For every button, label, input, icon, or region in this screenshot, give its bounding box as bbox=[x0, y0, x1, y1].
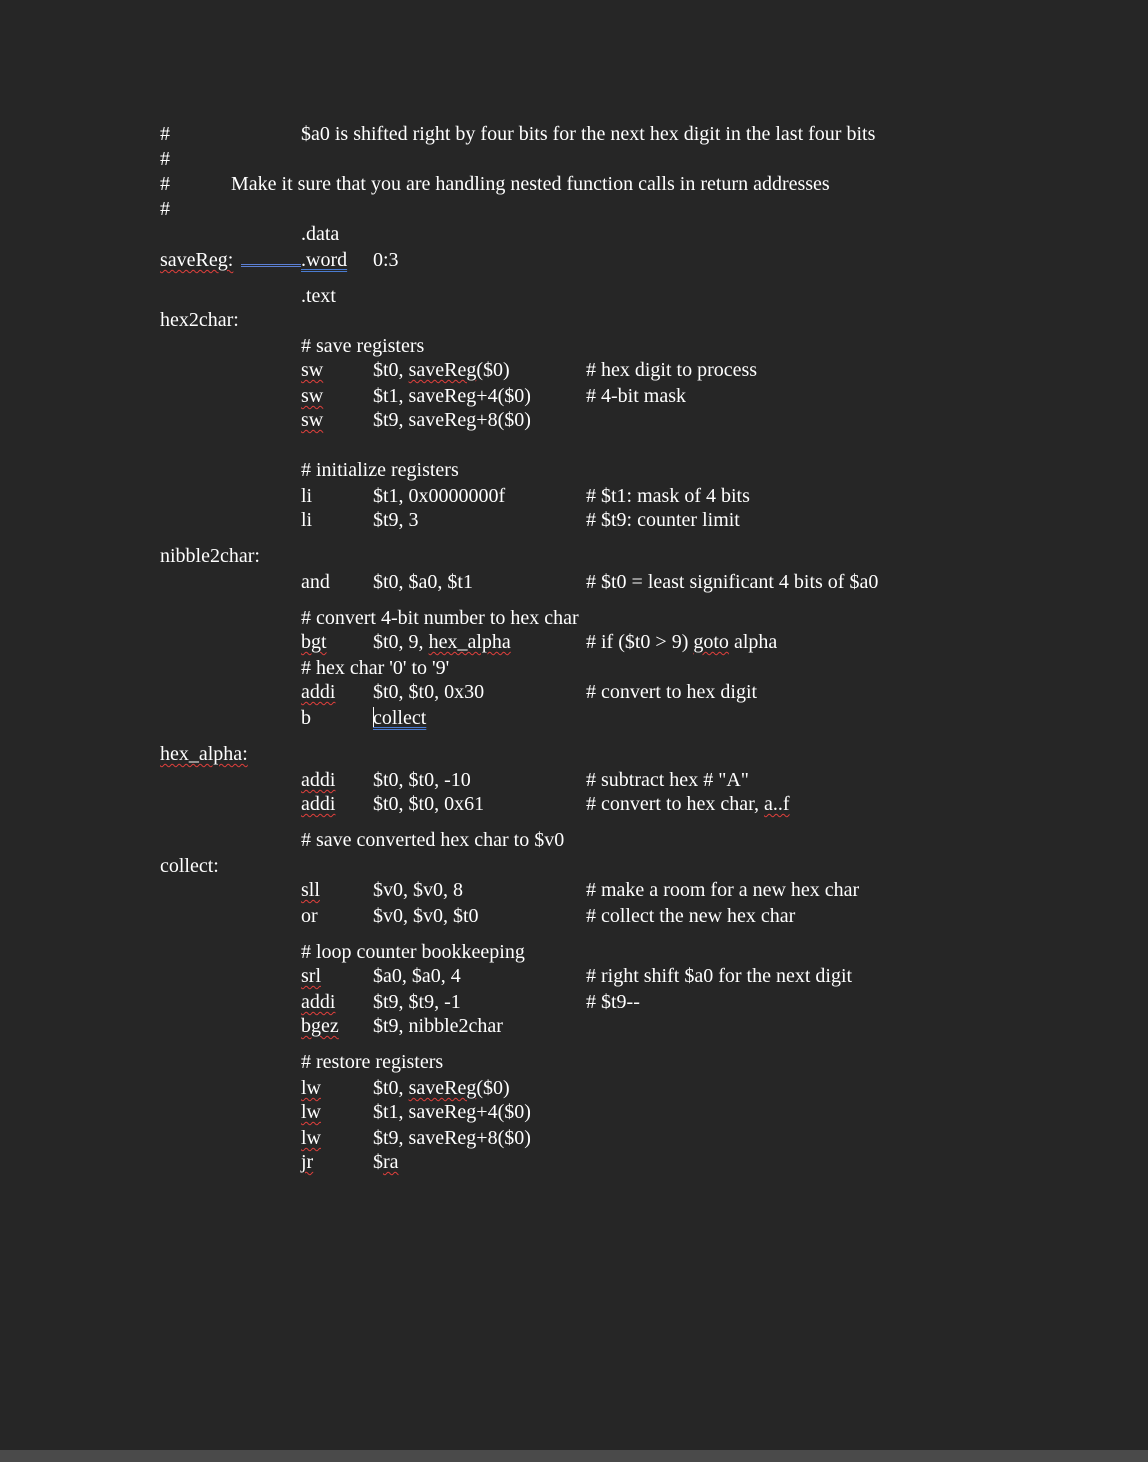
word-value: 0:3 bbox=[373, 249, 399, 271]
hash-mark: # bbox=[160, 173, 170, 195]
instruction-comment: # $t9-- bbox=[586, 991, 640, 1013]
hex-alpha-ref: hex_alpha bbox=[428, 631, 511, 653]
window-bottom-edge bbox=[0, 1450, 1148, 1462]
instruction-op: bgt bbox=[301, 631, 327, 653]
instruction-args: $t9, $t9, -1 bbox=[373, 991, 461, 1013]
instruction-op: or bbox=[301, 905, 318, 927]
instruction-args: $t1, saveReg+4($0) bbox=[373, 1101, 531, 1123]
instruction-comment: # convert to hex digit bbox=[586, 681, 758, 703]
loop-counter-comment: # loop counter bookkeeping bbox=[301, 941, 525, 963]
instruction-op: lw bbox=[301, 1127, 321, 1149]
instruction-comment: # $t9: counter limit bbox=[586, 509, 740, 531]
instruction-comment: # collect the new hex char bbox=[586, 905, 796, 927]
instruction-op: lw bbox=[301, 1077, 321, 1099]
instruction-op: addi bbox=[301, 681, 336, 703]
instruction-comment: # $t1: mask of 4 bits bbox=[586, 485, 750, 507]
instruction-comment: # 4-bit mask bbox=[586, 385, 686, 407]
tab-leader-line bbox=[241, 264, 301, 267]
a-f-range: a..f bbox=[764, 793, 790, 815]
instruction-op: sw bbox=[301, 359, 324, 381]
save-converted-comment: # save converted hex char to $v0 bbox=[301, 829, 565, 851]
header-line-3: Make it sure that you are handling nested function calls in return addresses bbox=[231, 173, 830, 195]
instruction-args: $t0, $t0, 0x30 bbox=[373, 681, 485, 703]
instruction-args: $t0, saveReg($0) bbox=[373, 1077, 510, 1099]
instruction-args: $t1, saveReg+4($0) bbox=[373, 385, 531, 407]
instruction-comment: # right shift $a0 for the next digit bbox=[586, 965, 853, 987]
instruction-args: $t0, $t0, -10 bbox=[373, 769, 471, 791]
collect-label: collect: bbox=[160, 855, 219, 877]
instruction-op: bgez bbox=[301, 1015, 339, 1037]
data-directive: .data bbox=[301, 223, 340, 245]
instruction-args: $t9, saveReg+8($0) bbox=[373, 409, 531, 431]
instruction-op: addi bbox=[301, 793, 336, 815]
instruction-comment: # if ($t0 > 9) goto alpha bbox=[586, 631, 778, 653]
instruction-op: sll bbox=[301, 879, 320, 901]
instruction-op: li bbox=[301, 485, 313, 507]
instruction-args[interactable]: collect bbox=[373, 707, 427, 729]
instruction-args: $t0, $a0, $t1 bbox=[373, 571, 473, 593]
instruction-op: sw bbox=[301, 385, 324, 407]
instruction-comment: # convert to hex char, a..f bbox=[586, 793, 790, 815]
instruction-op: addi bbox=[301, 991, 336, 1013]
instruction-args: $v0, $v0, 8 bbox=[373, 879, 463, 901]
instruction-op: li bbox=[301, 509, 313, 531]
convert-comment: # convert 4-bit number to hex char bbox=[301, 607, 579, 629]
instruction-comment: # $t0 = least significant 4 bits of $a0 bbox=[586, 571, 879, 593]
hex-alpha-label: hex_alpha: bbox=[160, 743, 248, 765]
hex-char-comment: # hex char '0' to '9' bbox=[301, 657, 450, 679]
instruction-args: $ra bbox=[373, 1151, 399, 1173]
instruction-args: $t0, $t0, 0x61 bbox=[373, 793, 485, 815]
instruction-args: $t0, 9, hex_alpha bbox=[373, 631, 511, 653]
nibble2char-label: nibble2char: bbox=[160, 545, 260, 567]
instruction-args: $t1, 0x0000000f bbox=[373, 485, 506, 507]
savereg-ref: saveReg bbox=[408, 1077, 477, 1099]
instruction-args: $v0, $v0, $t0 bbox=[373, 905, 479, 927]
initialize-registers-comment: # initialize registers bbox=[301, 459, 459, 481]
instruction-op: srl bbox=[301, 965, 321, 987]
ra-register: ra bbox=[383, 1151, 399, 1173]
hash-mark: # bbox=[160, 123, 170, 145]
hash-mark: # bbox=[160, 198, 170, 220]
instruction-args: $t9, 3 bbox=[373, 509, 419, 531]
instruction-op: sw bbox=[301, 409, 324, 431]
savereg-ref: saveReg bbox=[408, 359, 477, 381]
instruction-op: and bbox=[301, 571, 330, 593]
instruction-args: $t9, nibble2char bbox=[373, 1015, 503, 1037]
savereg-label: saveReg: bbox=[160, 249, 234, 271]
instruction-op: addi bbox=[301, 769, 336, 791]
hash-mark: # bbox=[160, 148, 170, 170]
instruction-op: lw bbox=[301, 1101, 321, 1123]
hex2char-label: hex2char: bbox=[160, 309, 239, 331]
header-line-1: $a0 is shifted right by four bits for the next hex digit in the last four bits bbox=[301, 123, 876, 145]
instruction-args: $a0, $a0, 4 bbox=[373, 965, 461, 987]
instruction-op: b bbox=[301, 707, 311, 729]
instruction-args: $t0, saveReg($0) bbox=[373, 359, 510, 381]
goto-word: goto bbox=[693, 631, 729, 653]
instruction-comment: # subtract hex # "A" bbox=[586, 769, 749, 791]
instruction-args: $t9, saveReg+8($0) bbox=[373, 1127, 531, 1149]
instruction-op: jr bbox=[301, 1151, 314, 1173]
word-directive: .word bbox=[301, 249, 348, 271]
text-directive: .text bbox=[301, 285, 336, 307]
instruction-comment: # make a room for a new hex char bbox=[586, 879, 860, 901]
restore-registers-comment: # restore registers bbox=[301, 1051, 444, 1073]
save-registers-comment: # save registers bbox=[301, 335, 425, 357]
instruction-comment: # hex digit to process bbox=[586, 359, 758, 381]
